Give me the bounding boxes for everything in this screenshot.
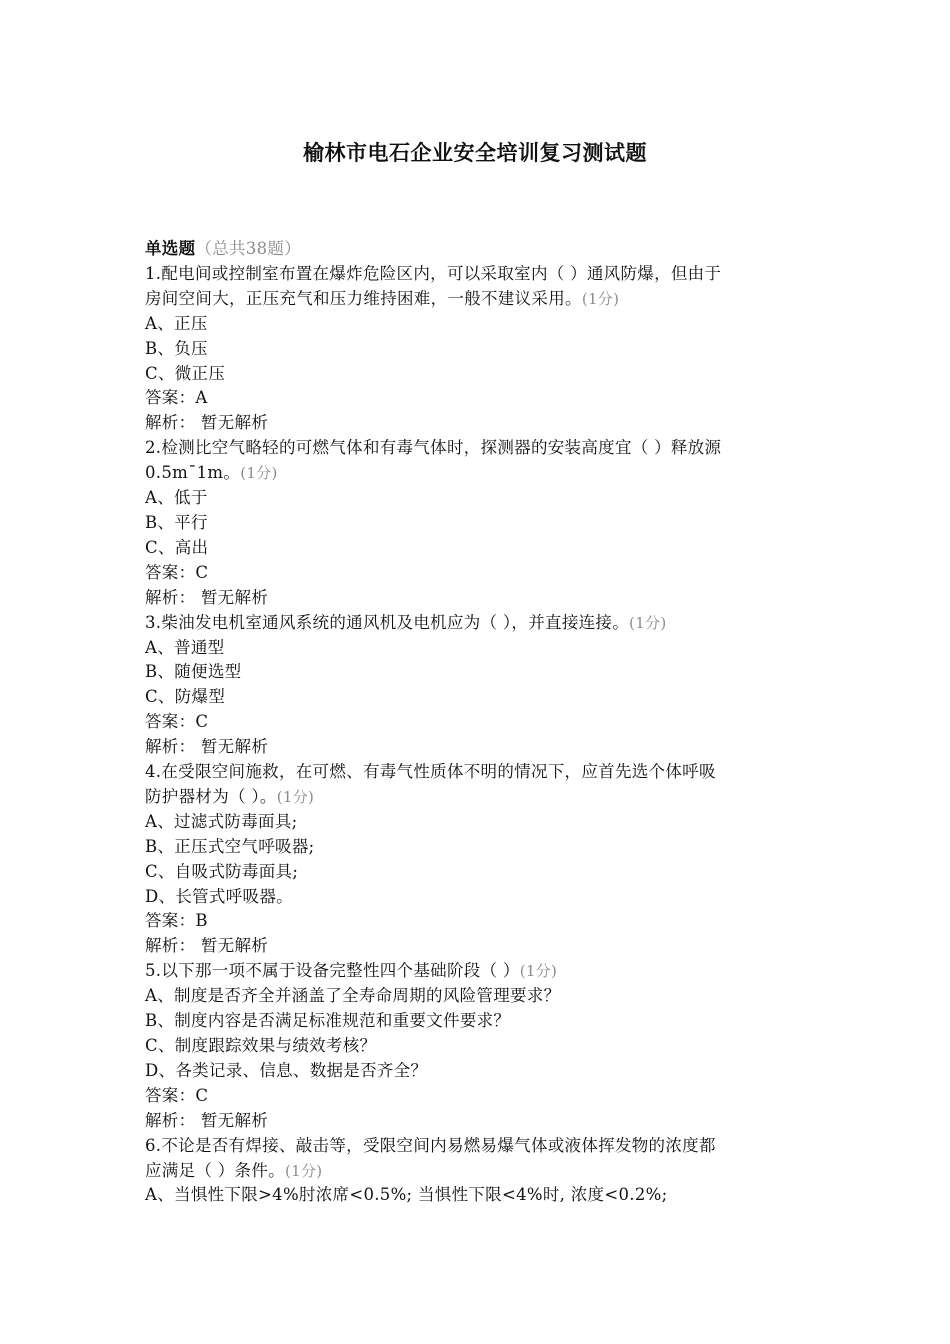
analysis: 解析： 暂无解析 [145, 413, 269, 433]
question-score: (1分) [284, 1161, 323, 1180]
answer: 答案：C [145, 1085, 209, 1105]
option: C、自吸式防毒面具; [145, 861, 299, 881]
answer: 答案：A [145, 388, 208, 408]
question-stem-cont: 应满足（ ）条件。(1分) [145, 1160, 323, 1180]
analysis: 解析： 暂无解析 [145, 587, 269, 607]
option: C、微正压 [145, 363, 226, 383]
analysis: 解析： 暂无解析 [145, 737, 269, 757]
question-score: (1分) [629, 613, 667, 632]
question-stem: 4.在受限空间施救，在可燃、有毒气性质体不明的情况下，应首先选个体呼吸 [145, 762, 716, 782]
question [145, 611, 810, 760]
option: B、负压 [145, 338, 208, 358]
question-stem-cont: 房间空间大，正压充气和压力维持困难，一般不建议采用。(1分) [145, 288, 620, 308]
option: C、高出 [145, 537, 209, 557]
option: B、随便选型 [145, 662, 242, 682]
question-score: (1分) [276, 787, 315, 806]
question-score: (1分) [519, 962, 558, 981]
option: A、当惧性下限>4%肘浓席<0.5%; 当惧性下限<4%时, 浓度<0.2%; [145, 1185, 668, 1205]
question [145, 436, 810, 610]
answer: 答案：C [145, 562, 209, 582]
question-stem: 5.以下那一项不属于设备完整性四个基础阶段（ ）(1分) [145, 961, 558, 981]
question-stem: 2.检测比空气略轻的可燃气体和有毒气体时，探测器的安装高度宜（ ）释放源 [145, 438, 722, 458]
section-name: 单选题 [145, 239, 196, 258]
question [145, 959, 810, 1133]
question [145, 1134, 810, 1209]
analysis: 解析： 暂无解析 [145, 1110, 269, 1130]
page-title: 榆林市电石企业安全培训复习测试题 [303, 140, 647, 165]
option: B、平行 [145, 512, 208, 532]
option: A、普通型 [145, 637, 225, 657]
question [145, 760, 810, 959]
answer: 答案：C [145, 712, 209, 732]
option: C、制度跟踪效果与绩效考核？ [145, 1036, 377, 1055]
option: D、各类记录、信息、数据是否齐全？ [145, 1060, 428, 1080]
option: D、长管式呼吸器。 [145, 886, 293, 906]
question [145, 262, 810, 436]
option: A、制度是否齐全并涵盖了全寿命周期的风险管理要求？ [145, 986, 561, 1006]
section-count: （总共38题） [195, 239, 302, 258]
option: A、正压 [145, 313, 208, 333]
question-stem: 3.柴油发电机室通风系统的通风机及电机应为（ ），并直接连接。(1分) [145, 612, 667, 632]
question-list [145, 237, 810, 1208]
question-stem: 6.不论是否有焊接、敲击等，受限空间内易燃易爆气体或液体挥发物的浓度都 [145, 1135, 716, 1155]
question-stem: 1.配电间或控制室布置在爆炸危险区内，可以采取室内（ ）通风防爆，但由于 [145, 263, 722, 283]
option: B、正压式空气呼吸器; [145, 836, 315, 856]
option: B、制度内容是否满足标准规范和重要文件要求？ [145, 1011, 511, 1031]
question-stem-cont: 防护器材为（ ）。(1分) [145, 786, 315, 806]
question-score: (1分) [581, 289, 620, 308]
question-stem-cont: 0.5m¯1m。(1分) [145, 463, 278, 483]
option: A、低于 [145, 488, 208, 508]
option: A、过滤式防毒面具; [145, 811, 298, 831]
answer: 答案：B [145, 911, 208, 931]
option: C、防爆型 [145, 687, 226, 707]
question-score: (1分) [240, 464, 278, 483]
section-header [145, 237, 810, 262]
analysis: 解析： 暂无解析 [145, 936, 269, 956]
